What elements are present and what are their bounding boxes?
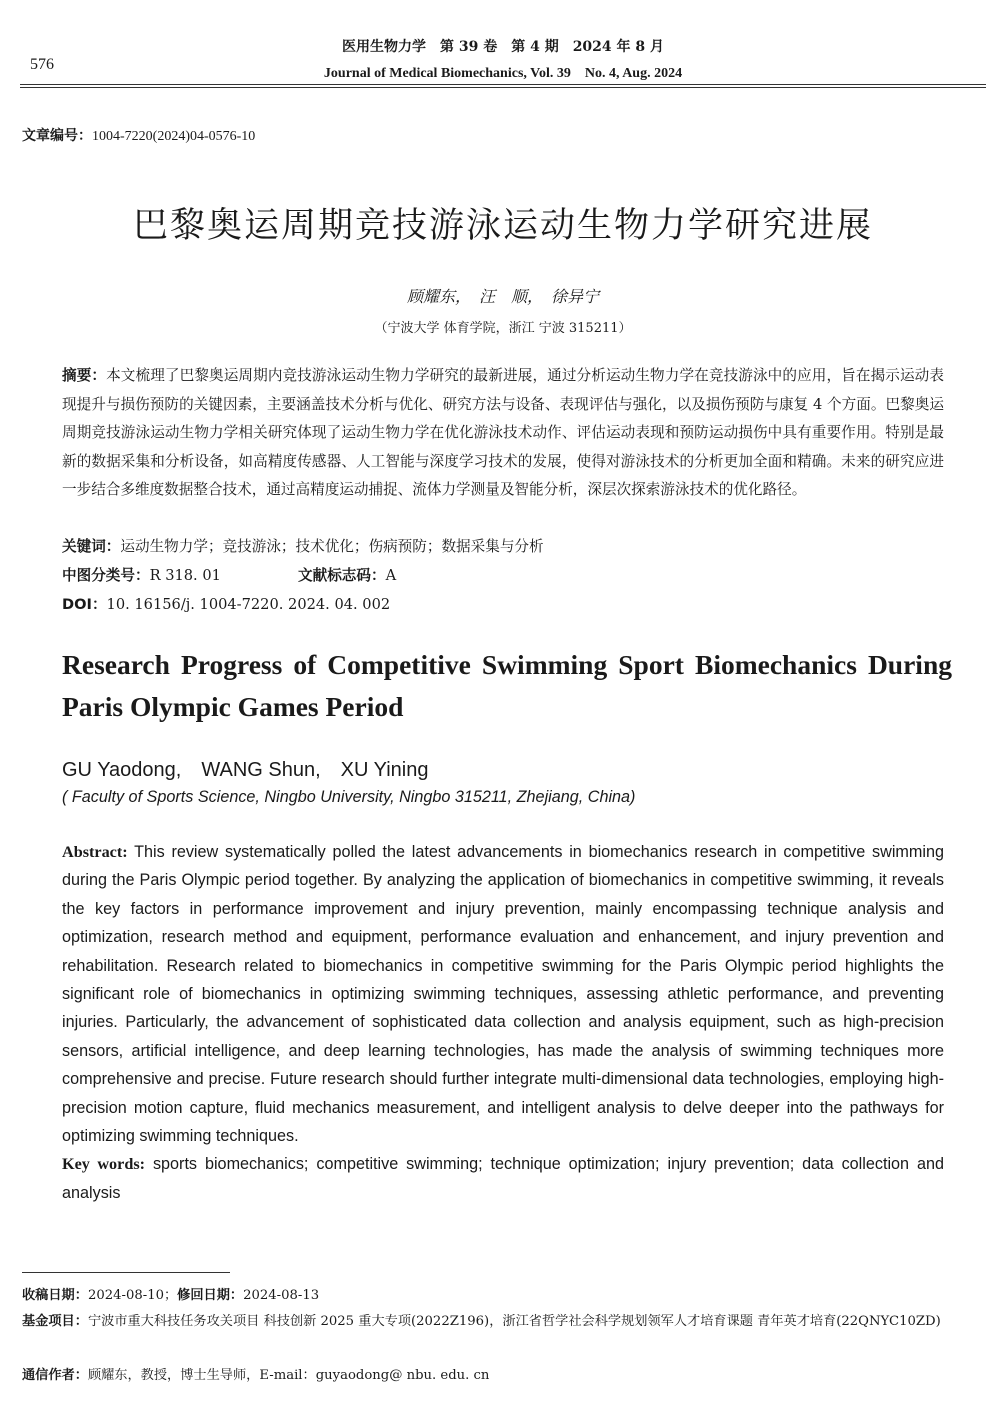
english-keywords-text: sports biomechanics; competitive swimming; technique optimization; injury prevention; data collection and analysis <box>62 1155 944 1202</box>
page-number: 576 <box>30 56 54 73</box>
clc-value: R 318. 01 <box>149 567 221 584</box>
revised-date: 2024-08-13 <box>243 1288 320 1303</box>
corresponding-author <box>22 1364 990 1387</box>
revised-label: 修回日期： <box>177 1288 244 1303</box>
english-keywords-label: Key words: <box>62 1155 146 1174</box>
english-keywords <box>62 1150 944 1207</box>
english-affiliation: ( Faculty of Sports Science, Ningbo University, Ningbo 315211, Zhejiang, China) <box>62 788 636 806</box>
chinese-keywords <box>62 535 544 556</box>
chinese-abstract <box>62 362 944 505</box>
fund-label: 基金项目： <box>22 1314 88 1329</box>
fund-info <box>22 1310 1006 1333</box>
chinese-abstract-text: 本文梳理了巴黎奥运周期内竞技游泳运动生物力学研究的最新进展，通过分析运动生物力学在竞技游泳中的应用，旨在揭示运动表现提升与损伤预防的关键因素，主要涵盖技术分析与优化、研究方法与设备、表现评估与强化，以及损伤预防与康复 4 个方面。巴黎奥运周期竞技游泳运动生物力学相关研究体现了运动生物力学在优化游泳技术动作、评估运动表现和预防运动损伤中具有重要作用。特别是最新的数据采集和分析设备，如高精度传感器、人工智能与深度学习技术的发展，使得对游泳技术的分析更加全面和精确。未来的研究应进一步结合多维度数据整合技术，通过高精度运动捕捉、流体力学测量及智能分析，深层次探索游泳技术的优化路径。 <box>62 367 944 498</box>
footnote-divider <box>22 1272 230 1273</box>
english-abstract <box>62 838 944 1207</box>
received-date: 2024-08-10； <box>87 1288 178 1303</box>
chinese-keywords-label: 关键词： <box>62 538 121 555</box>
corresponding-label: 通信作者： <box>22 1368 88 1383</box>
doi-label: DOI： <box>62 596 107 613</box>
document-code <box>298 564 396 585</box>
chinese-abstract-label: 摘要： <box>62 367 107 384</box>
article-number-value: 1004-7220(2024)04-0576-10 <box>92 129 256 144</box>
doi <box>62 593 390 614</box>
header-divider <box>20 84 986 85</box>
corresponding-text: 顾耀东，教授，博士生导师，E-mail：guyaodong@ nbu. edu. cn <box>87 1368 490 1383</box>
journal-header-en: Journal of Medical Biomechanics, Vol. 39 No. 4, Aug. 2024 <box>323 66 683 81</box>
header-divider-secondary <box>20 87 986 88</box>
received-dates <box>22 1284 990 1307</box>
english-authors: GU Yaodong, WANG Shun, XU Yining <box>62 759 429 781</box>
chinese-authors: 顾耀东， 汪 顺， 徐异宁 <box>406 287 599 306</box>
article-number <box>22 125 255 145</box>
article-number-label: 文章编号： <box>22 128 92 144</box>
english-abstract-label: Abstract: <box>62 843 128 861</box>
clc-number <box>62 564 221 585</box>
chinese-affiliation: （宁波大学 体育学院，浙江 宁波 315211） <box>374 321 632 336</box>
chinese-title: 巴黎奥运周期竞技游泳运动生物力学研究进展 <box>132 206 873 246</box>
chinese-keywords-text: 运动生物力学；竞技游泳；技术优化；伤病预防；数据采集与分析 <box>120 538 544 555</box>
journal-header-cn: 医用生物力学 第 39 卷 第 4 期 2024 年 8 月 <box>341 39 665 55</box>
document-code-label: 文献标志码： <box>298 567 386 584</box>
received-label: 收稿日期： <box>22 1288 88 1303</box>
fund-text: 宁波市重大科技任务攻关项目 科技创新 2025 重大专项(2022Z196)，浙江省哲学社会科学规划领军人才培育课题 青年英才培育(22QNYC10ZD) <box>87 1314 941 1329</box>
clc-label: 中图分类号： <box>62 567 150 584</box>
english-title: Research Progress of Competitive Swimming Sport Biomechanics During Paris Olympic Games Period <box>62 649 952 722</box>
document-code-value: A <box>385 567 397 584</box>
english-abstract-text: This review systematically polled the latest advancements in biomechanics research in competitive swimming during the Paris Olympic period together. By analyzing the application of biomechanics in competitive swimming, it reveals the key factors in performance improvement and injury prevention, mainly encompassing technique analysis and optimization, research method and equipment, performance evaluation and enhancement, and injury prevention and rehabilitation. Research related to biomechanics in competitive swimming for the Paris Olympic period highlights the significant role of biomechanics in optimizing swimming techniques, assessing athletic performance, and preventing injuries. Particularly, the advancement of sophisticated data collection and analysis equipment, such as high-precision sensors, artificial intelligence, and deep learning technologies, has made the analysis of swimming techniques more comprehensive and precise. Future research should further integrate multi-dimensional data technologies, employing high-precision motion capture, fluid mechanics measurement, and intelligent analysis to delve deeper into the pathways for optimizing swimming techniques. <box>62 843 944 1146</box>
english-abstract-paragraph <box>62 838 944 1150</box>
doi-value: 10. 16156/j. 1004-7220. 2024. 04. 002 <box>106 596 391 613</box>
